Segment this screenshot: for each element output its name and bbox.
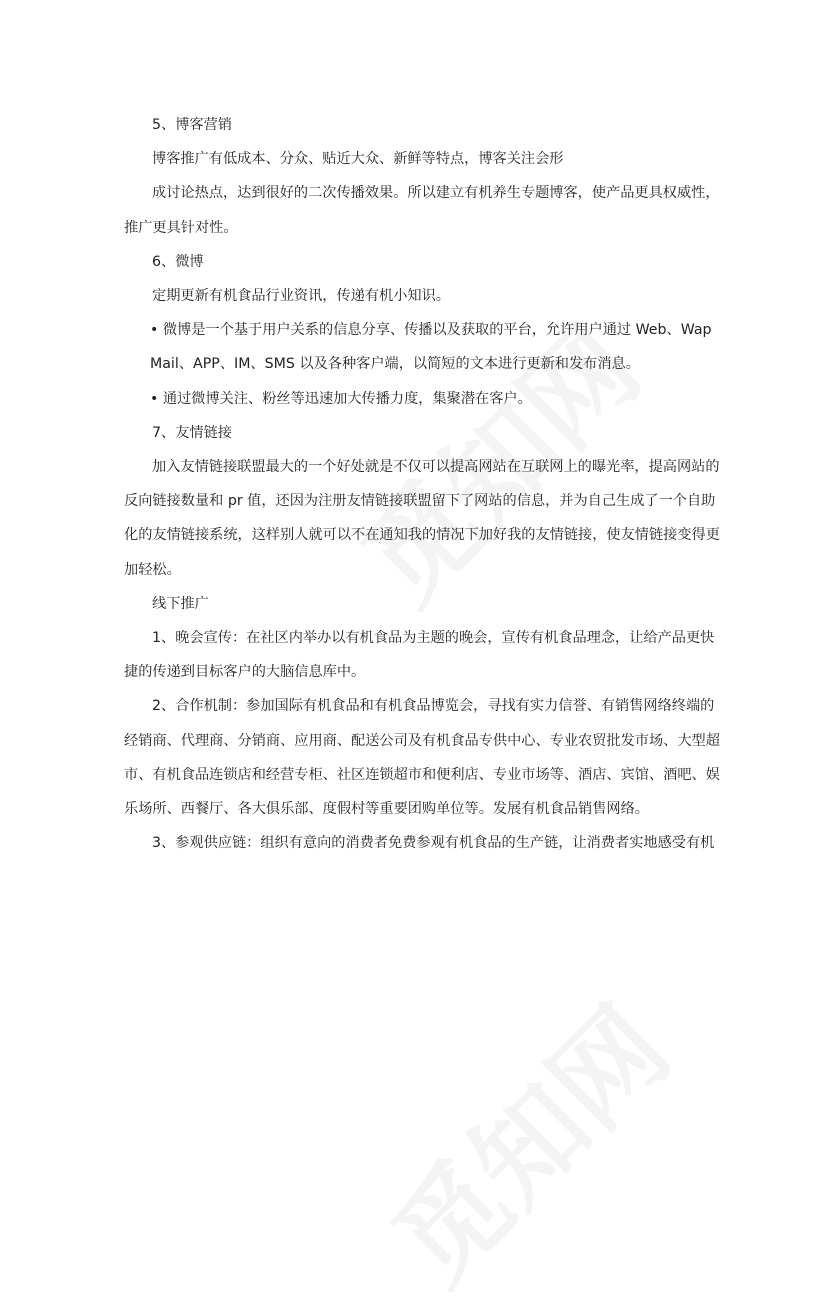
- section-heading-friend-links: 7、友情链接: [152, 424, 232, 441]
- paragraph-line: 市、有机食品连锁店和经营专柜、社区连锁超市和便利店、专业市场等、酒店、宾馆、酒吧、娱: [124, 766, 720, 783]
- paragraph-line: 化的友情链接系统，这样别人就可以不在通知我的情况下加好我的友情链接，使友情链接变得更: [124, 527, 720, 544]
- section-heading-offline: 线下推广: [152, 595, 209, 612]
- section-heading-weibo: 6、微博: [152, 253, 204, 270]
- paragraph-line: 成讨论热点，达到很好的二次传播效果。所以建立有机养生专题博客，使产品更具权威性，: [152, 185, 720, 202]
- document-body: [124, 108, 720, 860]
- paragraph-line: 推广更具针对性。: [124, 219, 238, 236]
- paragraph-line: 1、晚会宣传：在社区内举办以有机食品为主题的晚会，宣传有机食品理念，让给产品更快: [152, 630, 715, 647]
- paragraph-line: 定期更新有机食品行业资讯，传递有机小知识。: [152, 288, 450, 305]
- paragraph-line: 经销商、代理商、分销商、应用商、配送公司及有机食品专供中心、专业农贸批发市场、大型超: [124, 732, 720, 749]
- paragraph-line: 3、参观供应链：组织有意向的消费者免费参观有机食品的生产链，让消费者实地感受有机: [152, 835, 715, 852]
- watermark: [352, 966, 697, 1311]
- paragraph-line: 乐场所、西餐厅、各大俱乐部、度假村等重要团购单位等。发展有机食品销售网络。: [124, 801, 649, 818]
- bullet-item: • 通过微博关注、粉丝等迅速加大传播力度，集聚潜在客户。: [150, 390, 532, 407]
- paragraph-line: 加入友情链接联盟最大的一个好处就是不仅可以提高网站在互联网上的曝光率，提高网站的: [152, 459, 720, 476]
- bullet-item: • 微博是一个基于用户关系的信息分享、传播以及获取的平台，允许用户通过 Web、Wap: [150, 322, 712, 339]
- bullet-item-continuation: Mail、APP、IM、SMS 以及各种客户端，以简短的文本进行更新和发布消息。: [150, 356, 640, 373]
- paragraph-line: 2、合作机制：参加国际有机食品和有机食品博览会，寻找有实力信誉、有销售网络终端的: [152, 698, 715, 715]
- paragraph-line: 博客推广有低成本、分众、贴近大众、新鲜等特点，博客关注会形: [152, 151, 564, 168]
- paragraph-line: 加轻松。: [124, 561, 181, 578]
- paragraph-line: 捷的传递到目标客户的大脑信息库中。: [124, 664, 366, 681]
- section-heading-blog: 5、博客营销: [152, 117, 232, 133]
- paragraph-line: 反向链接数量和 pr 值，还因为注册友情链接联盟留下了网站的信息，并为自己生成了一个自助: [124, 493, 716, 510]
